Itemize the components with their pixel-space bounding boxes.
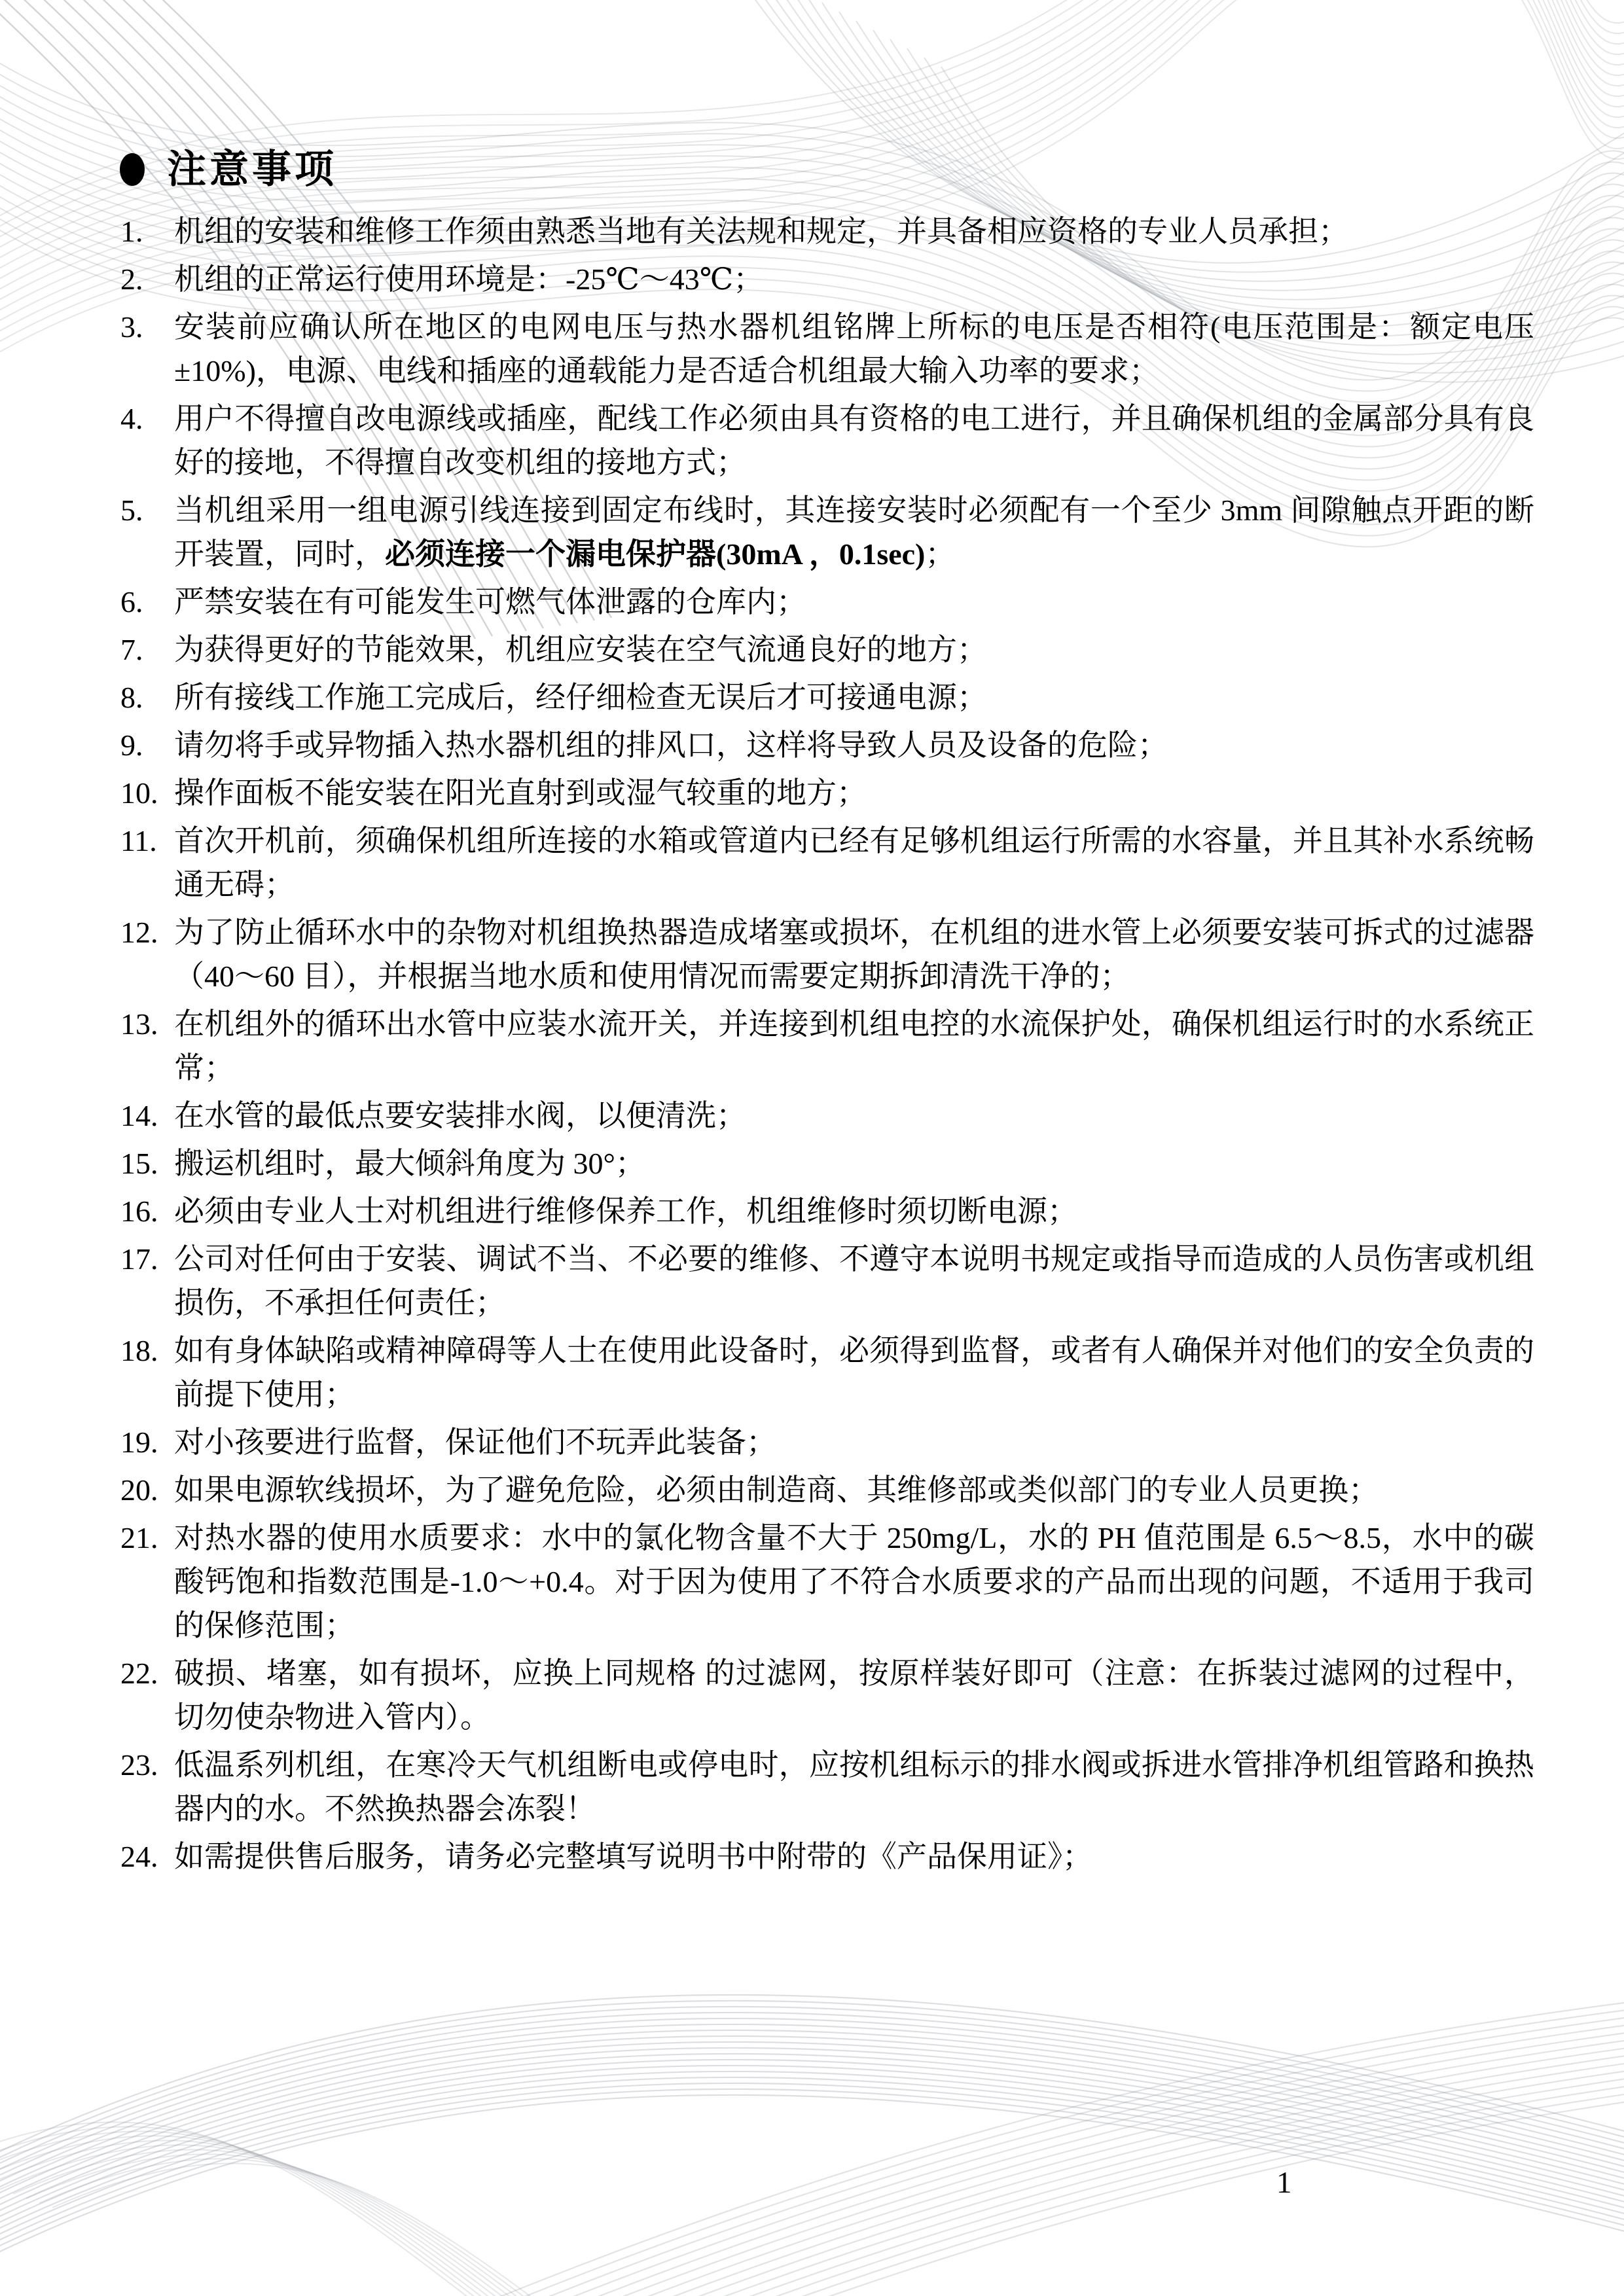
decorative-wave-line [427, 2003, 1624, 2296]
item-number: 8. [120, 681, 143, 714]
notice-item [120, 1002, 1534, 1090]
item-text-segment: 严禁安装在有可能发生可燃气体泄露的仓库内； [174, 585, 806, 619]
decorative-wave-line [0, 2077, 1624, 2267]
decorative-wave-line [39, 2159, 615, 2296]
item-text-segment: 操作面板不能安装在阳光直射到或湿气较重的地方； [174, 776, 867, 810]
item-text-segment: 为了防止循环水中的杂物对机组换热器造成堵塞或损坏，在机组的进水管上必须要安装可拆式的过滤器（40～60 目），并根据当地水质和使用情况而需要定期拆卸清洗干净的； [174, 916, 1534, 993]
decorative-wave-line [0, 2024, 1624, 2214]
notice-item [120, 1141, 1534, 1185]
item-text-segment: 机组的正常运行使用环境是：-25℃～43℃； [174, 262, 764, 296]
decorative-wave-line [0, 2042, 1624, 2231]
notice-item [120, 675, 1534, 719]
decorative-wave-line [497, 2062, 1624, 2296]
page-number: 1 [1276, 2166, 1292, 2200]
decorative-wave-line [0, 2145, 576, 2296]
notice-item [120, 580, 1534, 624]
item-text-segment: 对小孩要进行监督，保证他们不玩弄此装备； [174, 1426, 776, 1459]
item-number: 17. [120, 1242, 158, 1276]
item-text-segment: 破损、堵塞，如有损坏，应换上同规格 的过滤网，按原样装好即可（注意：在拆装过滤网的过程中，切勿使杂物进入管内）。 [174, 1657, 1534, 1734]
decorative-wave-line [0, 2001, 1624, 2190]
decorative-wave-line [474, 2042, 1624, 2296]
notice-item [120, 397, 1534, 484]
decorative-wave-line [0, 2136, 550, 2296]
item-text-segment: 必须由专业人士对机组进行维修保养工作，机组维修时须切断电源； [174, 1194, 1077, 1228]
decorative-wave-line [0, 2013, 1624, 2202]
item-number: 12. [120, 916, 158, 949]
item-number: 21. [120, 1521, 158, 1554]
decorative-wave-line [505, 2068, 1624, 2296]
bullet-icon [120, 153, 145, 186]
item-number: 24. [120, 1840, 158, 1873]
item-text [174, 1651, 1534, 1739]
item-text-segment: 机组的安装和维修工作须由熟悉当地有关法规和规定，并具备相应资格的专业人员承担； [174, 215, 1348, 248]
decorative-wave-line [0, 2122, 511, 2296]
item-text [174, 1516, 1534, 1647]
item-text-segment: ； [925, 537, 956, 571]
item-text-segment: 当机组采用一组电源引线连接到固定布线时，其连接安装时必须配有一个至少 3mm 间隙触点开距的断开装置，同时， [174, 493, 1534, 571]
decorative-wave-line [0, 2131, 537, 2296]
item-text [174, 675, 1534, 719]
decorative-wave-line [0, 2018, 1624, 2208]
item-number: 6. [120, 585, 143, 619]
item-text-segment: 低温系列机组，在寒冷天气机组断电或停电时，应按机组标示的排水阀或拆进水管排净机组管路和换热器内的水。不然换热器会冻裂！ [174, 1748, 1534, 1825]
decorative-wave-line [26, 2154, 602, 2296]
item-number: 23. [120, 1748, 158, 1782]
item-text-segment: 所有接线工作施工完成后，经仔细检查无误后才可接通电源； [174, 681, 987, 714]
notice-item [120, 819, 1534, 906]
decorative-wave-line [13, 2149, 589, 2296]
item-text [174, 305, 1534, 393]
item-number: 9. [120, 728, 143, 762]
item-number: 11. [120, 824, 157, 857]
item-text [174, 1237, 1534, 1325]
item-text-bold-segment: 必须连接一个漏电保护器(30mA ，0.1sec) [385, 537, 926, 571]
notice-item [120, 910, 1534, 998]
item-number: 19. [120, 1426, 158, 1459]
decorative-wave-line [52, 2163, 628, 2296]
decorative-wave-line [0, 2083, 1624, 2272]
item-number: 4. [120, 402, 143, 435]
notice-item [120, 1094, 1534, 1138]
decorative-wave-line [0, 2140, 563, 2296]
page-title: 注意事项 [167, 147, 337, 191]
item-text [174, 1835, 1534, 1878]
notice-item [120, 628, 1534, 672]
decorative-wave-line [435, 2009, 1624, 2296]
decorative-wave-line [450, 2022, 1624, 2296]
decorative-wave-line [0, 2095, 1624, 2284]
decorative-wave-line [0, 2066, 1624, 2255]
notice-item [120, 488, 1534, 576]
item-text [174, 1743, 1534, 1831]
notice-item [120, 1743, 1534, 1831]
item-number: 18. [120, 1334, 158, 1367]
item-text [174, 628, 1534, 672]
item-number: 2. [120, 262, 143, 296]
item-text [174, 1002, 1534, 1090]
item-text [174, 819, 1534, 906]
section-heading [120, 148, 337, 191]
item-number: 1. [120, 215, 143, 248]
item-number: 7. [120, 633, 143, 666]
decorative-wave-line [0, 2089, 1624, 2278]
item-text-segment: 请勿将手或异物插入热水器机组的排风口，这样将导致人员及设备的危险； [174, 728, 1168, 762]
decorative-wave-line [513, 2075, 1624, 2296]
notice-item [120, 1329, 1534, 1416]
item-number: 16. [120, 1194, 158, 1228]
decorative-wave-line [0, 2060, 1624, 2249]
item-text [174, 910, 1534, 998]
item-number: 13. [120, 1007, 158, 1041]
notice-list [120, 209, 1534, 1882]
decorative-wave-line [0, 2036, 1624, 2225]
notice-item [120, 305, 1534, 393]
decorative-wave-line [0, 2054, 1624, 2243]
item-text [174, 580, 1534, 624]
item-number: 10. [120, 776, 158, 810]
decorative-wave-line [490, 2055, 1624, 2296]
decorative-wave-line [0, 2030, 1624, 2219]
decorative-wave-line [521, 2081, 1624, 2296]
item-text-segment: 如需提供售后服务，请务必完整填写说明书中附带的《产品保用证》； [174, 1840, 1092, 1873]
notice-item [120, 1835, 1534, 1878]
item-text-segment: 如果电源软线损坏，为了避免危险，必须由制造商、其维修部或类似部门的专业人员更换； [174, 1473, 1379, 1507]
item-number: 14. [120, 1099, 158, 1132]
notice-item [120, 209, 1534, 253]
item-text-segment: 在机组外的循环出水管中应装水流开关，并连接到机组电控的水流保护处，确保机组运行时的水系统正常； [174, 1007, 1534, 1085]
item-text-segment: 安装前应确认所在地区的电网电压与热水器机组铭牌上所标的电压是否相符(电压范围是：额定电压±10%)，电源、电线和插座的通载能力是否适合机组最大输入功率的要求； [174, 310, 1534, 387]
notice-item [120, 1516, 1534, 1647]
item-text-segment: 如有身体缺陷或精神障碍等人士在使用此设备时，必须得到监督，或者有人确保并对他们的安全负责的前提下使用； [174, 1334, 1534, 1411]
notice-item [120, 257, 1534, 301]
item-text [174, 488, 1534, 576]
notice-item [120, 723, 1534, 767]
notice-item [120, 1237, 1534, 1325]
item-number: 20. [120, 1473, 158, 1507]
item-text-segment: 为获得更好的节能效果，机组应安装在空气流通良好的地方； [174, 633, 987, 666]
item-number: 3. [120, 310, 143, 344]
item-text [174, 1189, 1534, 1233]
decorative-wave-line [458, 2029, 1624, 2296]
decorative-wave-line [442, 2016, 1624, 2296]
decorative-wave-line [0, 2007, 1624, 2196]
item-text-segment: 公司对任何由于安装、调试不当、不必要的维修、不遵守本说明书规定或指导而造成的人员伤害或机组损伤，不承担任何责任； [174, 1242, 1534, 1319]
item-text [174, 209, 1534, 253]
item-text [174, 1141, 1534, 1185]
item-text-segment: 搬运机组时，最大倾斜角度为 30°； [174, 1147, 645, 1180]
notice-item [120, 1189, 1534, 1233]
item-number: 22. [120, 1657, 158, 1690]
item-text-segment: 在水管的最低点要安装排水阀，以便清洗； [174, 1099, 746, 1132]
item-text-segment: 首次开机前，须确保机组所连接的水箱或管道内已经有足够机组运行所需的水容量，并且其补水系统畅通无碍； [174, 824, 1534, 901]
item-text [174, 1329, 1534, 1416]
item-text [174, 257, 1534, 301]
item-text [174, 1420, 1534, 1464]
item-text [174, 1468, 1534, 1512]
notice-item [120, 1468, 1534, 1512]
notice-item [120, 1651, 1534, 1739]
item-number: 15. [120, 1147, 158, 1180]
decorative-wave-line [0, 1995, 1624, 2184]
item-text [174, 771, 1534, 815]
notice-item [120, 771, 1534, 815]
item-text [174, 1094, 1534, 1138]
decorative-wave-line [419, 1996, 1624, 2296]
item-number: 5. [120, 493, 143, 527]
decorative-wave-line [482, 2049, 1624, 2296]
decorative-wave-line [466, 2036, 1624, 2296]
item-text-segment: 用户不得擅自改电源线或插座，配线工作必须由具有资格的电工进行，并且确保机组的金属部分具有良好的接地，不得擅自改变机组的接地方式； [174, 402, 1534, 479]
item-text [174, 397, 1534, 484]
item-text-segment: 对热水器的使用水质要求：水中的氯化物含量不大于 250mg/L，水的 PH 值范围是 6.5～8.5，水中的碳酸钙饱和指数范围是-1.0～+0.4。对于因为使用了不符合水质要求的产品而出现的问题，不适用于我司的保修范围； [174, 1521, 1534, 1642]
decorative-wave-line [0, 2072, 1624, 2261]
item-text [174, 723, 1534, 767]
decorative-wave-line [0, 2126, 524, 2296]
decorative-wave-line [0, 2048, 1624, 2237]
notice-item [120, 1420, 1534, 1464]
